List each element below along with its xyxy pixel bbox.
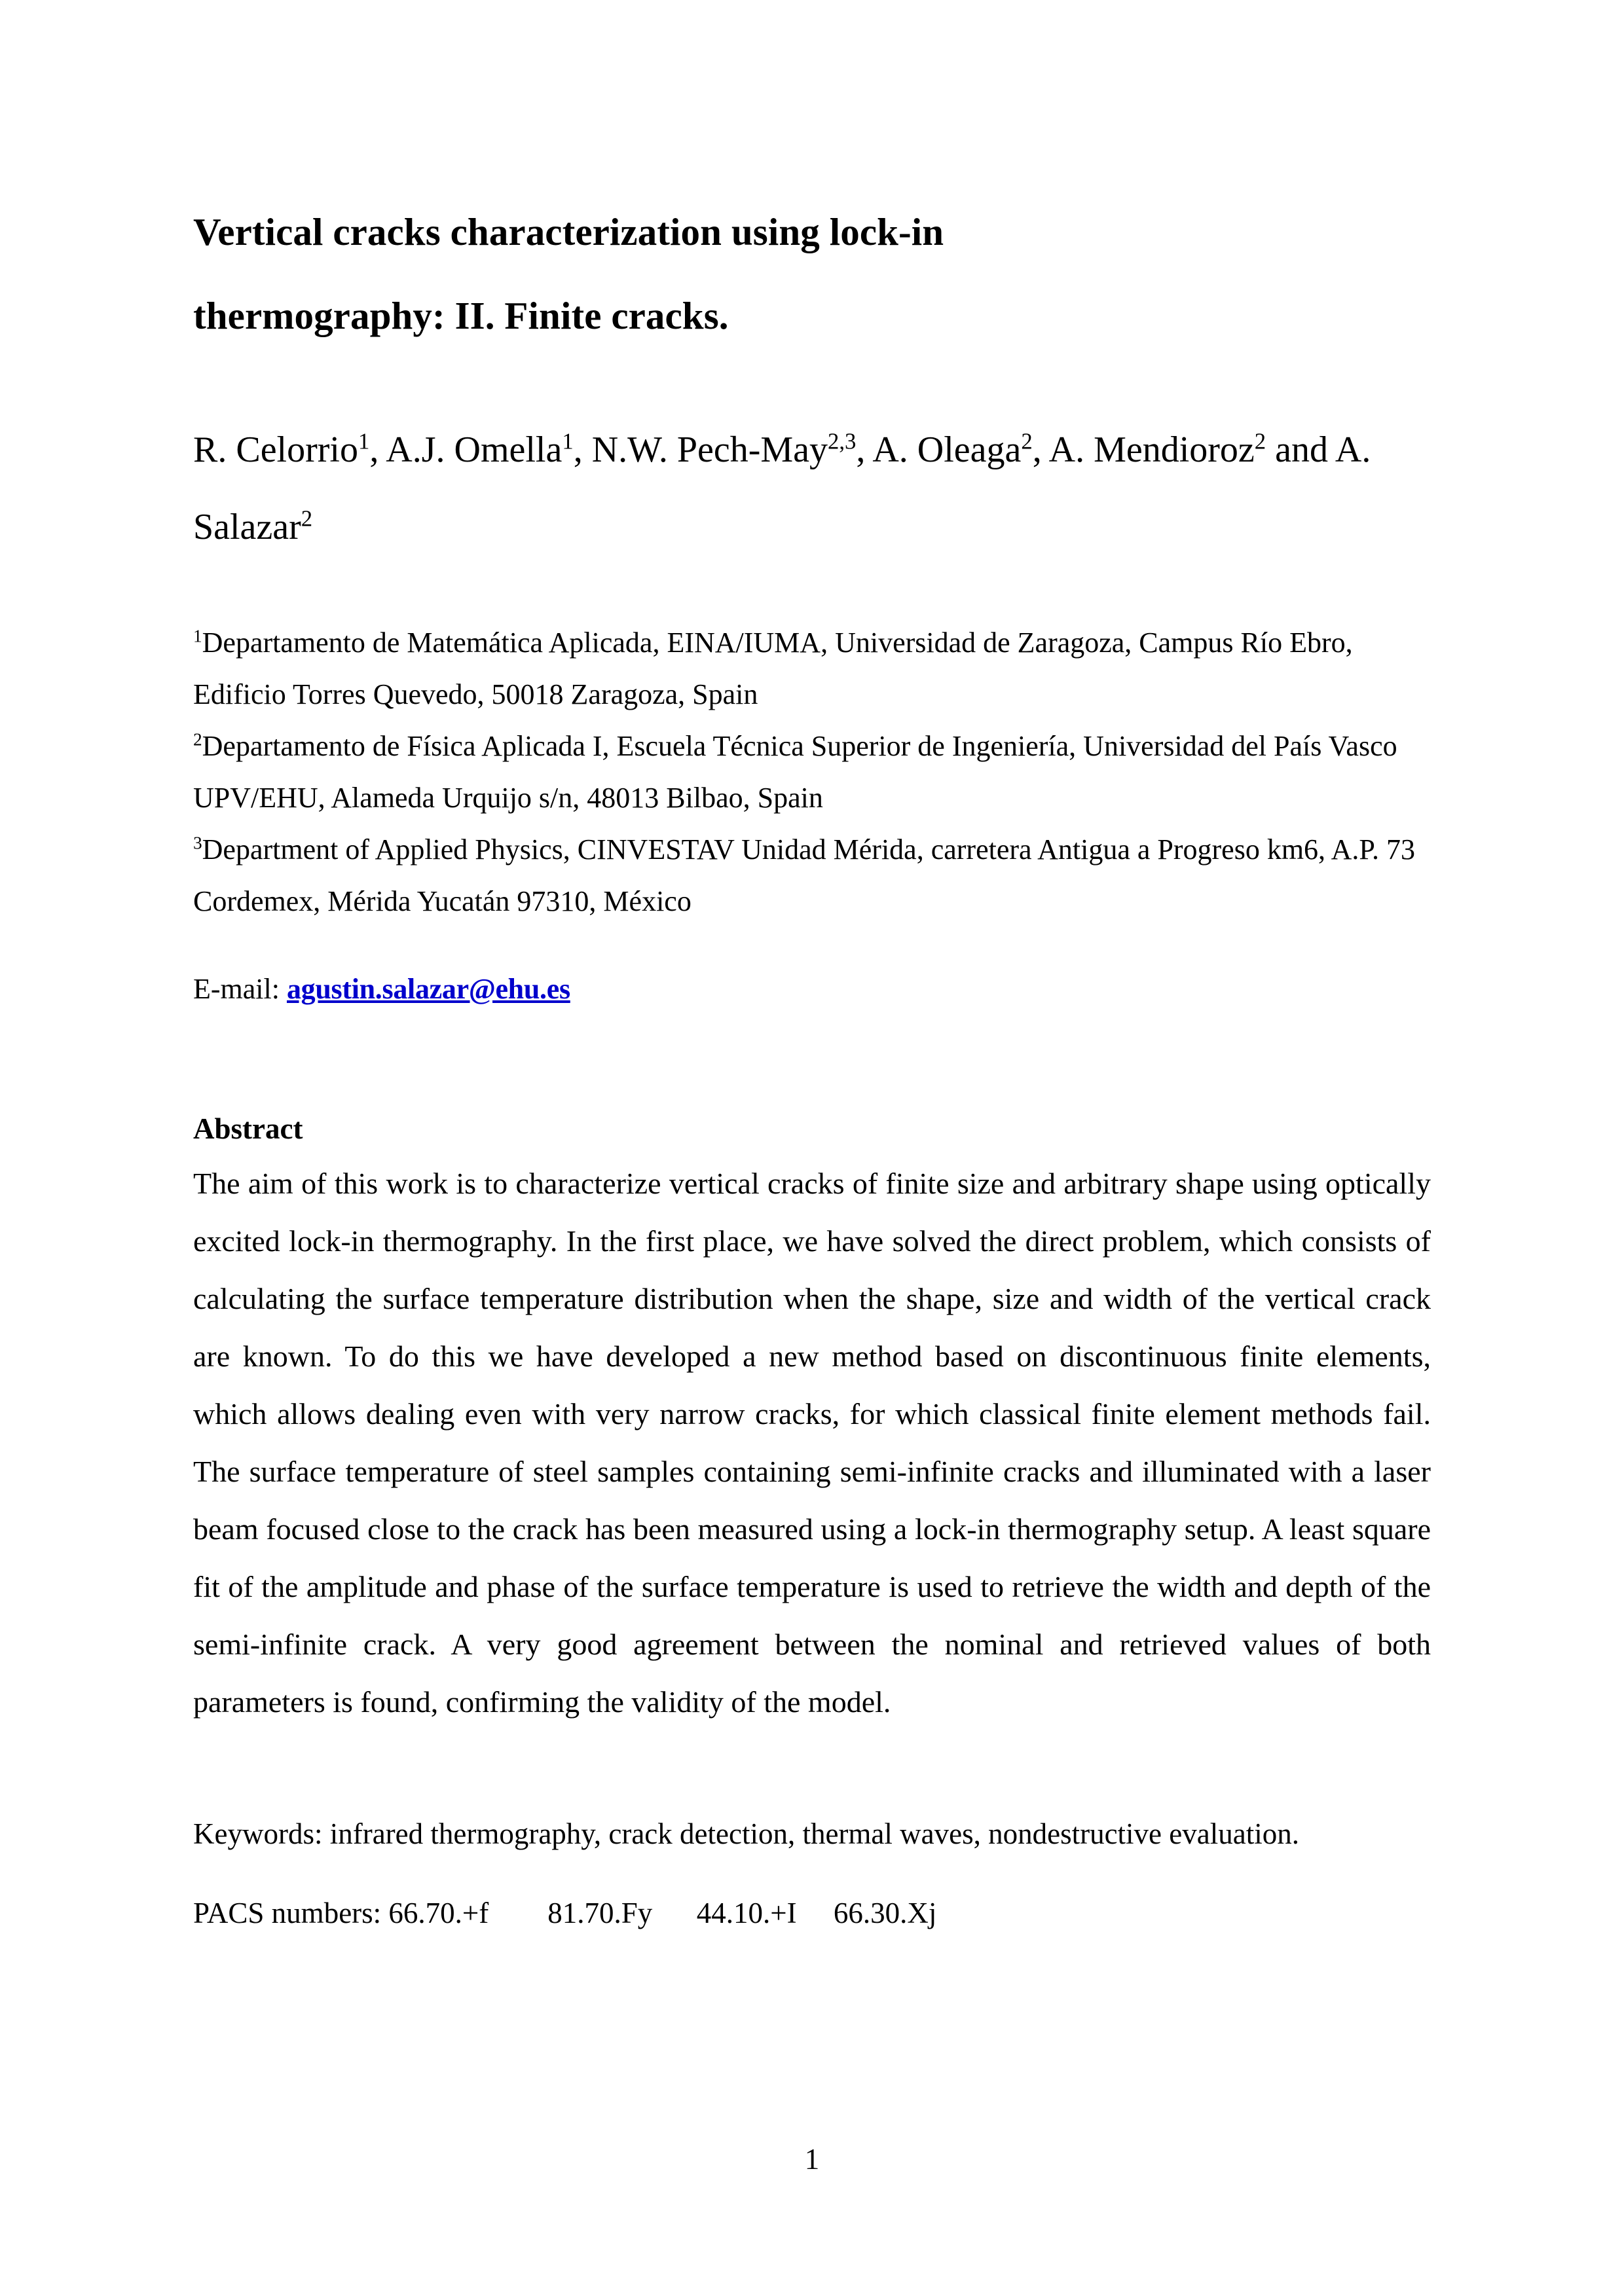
page-title — [193, 0, 1431, 357]
affiliation-text: Departamento de Física Aplicada I, Escuela Técnica Superior de Ingeniería, Universidad del País Vasco UPV/EHU, Alameda Urquijo s/n, 48013 Bilbao, Spain — [193, 730, 1397, 814]
author-separator: and — [1266, 429, 1335, 470]
page-number: 1 — [804, 2143, 820, 2176]
author-name: N.W. Pech-May — [591, 429, 828, 470]
affiliation-list — [193, 566, 1431, 927]
author-affiliation-marker: 2 — [301, 505, 313, 532]
author-name: A. Oleaga — [872, 429, 1022, 470]
affiliation-marker: 3 — [193, 833, 202, 853]
affiliation-marker: 1 — [193, 626, 202, 646]
affiliation-text: Departamento de Matemática Aplicada, EINA/IUMA, Universidad de Zaragoza, Campus Río Ebro, Edificio Torres Quevedo, 50018 Zaragoza, Spain — [193, 627, 1353, 710]
contact-email-line — [193, 927, 1431, 1015]
author-name: A.J. Omella — [386, 429, 563, 470]
abstract-section — [193, 1015, 1431, 1731]
author-affiliation-marker: 1 — [562, 428, 574, 454]
author-affiliation-marker: 1 — [358, 428, 370, 454]
page-content — [193, 0, 1431, 1939]
email-link[interactable]: agustin.salazar@ehu.es — [286, 973, 570, 1005]
affiliation-text: Department of Applied Physics, CINVESTAV Unidad Mérida, carretera Antigua a Progreso km6, A.P. 73 Cordemex, Mérida Yucatán 97310, México — [193, 833, 1415, 917]
affiliation-1 — [193, 617, 1431, 720]
author-name: A. Salazar — [193, 429, 1371, 547]
author-affiliation-marker: 2 — [1254, 428, 1266, 454]
author-affiliation-marker: 2 — [1021, 428, 1033, 454]
abstract-heading: Abstract — [193, 1112, 303, 1145]
author-name: R. Celorrio — [193, 429, 358, 470]
title-line-2: thermography: II. Finite cracks. — [193, 294, 729, 337]
affiliation-2 — [193, 720, 1431, 824]
author-separator: , — [573, 429, 592, 470]
title-line-1: Vertical cracks characterization using lock-in — [193, 210, 944, 253]
email-label: E-mail: — [193, 973, 287, 1005]
pacs-numbers-line: PACS numbers: 66.70.+f 81.70.Fy 44.10.+I 66.30.Xj — [193, 1897, 937, 1929]
author-separator: , — [1032, 429, 1049, 470]
abstract-body: The aim of this work is to characterize vertical cracks of finite size and arbitrary shape using optically excited lock-in thermography. In the first place, we have solved the direct problem, which consists of calculating the surface temperature distribution when the shape, size and width of the vertical crack are known. To do this we have developed a new method based on discontinuous finite elements, which allows dealing even with very narrow cracks, for which classical finite element methods fail. The surface temperature of steel samples containing semi-infinite cracks and illuminated with a laser beam focused close to the crack has been measured using a lock-in thermography setup. A least square fit of the amplitude and phase of the surface temperature is used to retrieve the width and depth of the semi-infinite crack. A very good agreement between the nominal and retrieved values of both parameters is found, confirming the validity of the model. — [193, 1167, 1431, 1719]
author-separator: , — [369, 429, 386, 470]
author-separator: , — [856, 429, 873, 470]
author-affiliation-marker: 2,3 — [828, 428, 857, 454]
affiliation-marker: 2 — [193, 729, 202, 750]
author-name: A. Mendioroz — [1048, 429, 1255, 470]
affiliation-3 — [193, 824, 1431, 927]
author-list — [193, 357, 1431, 566]
keywords-line: Keywords: infrared thermography, crack detection, thermal waves, nondestructive evaluation. — [193, 1817, 1299, 1850]
